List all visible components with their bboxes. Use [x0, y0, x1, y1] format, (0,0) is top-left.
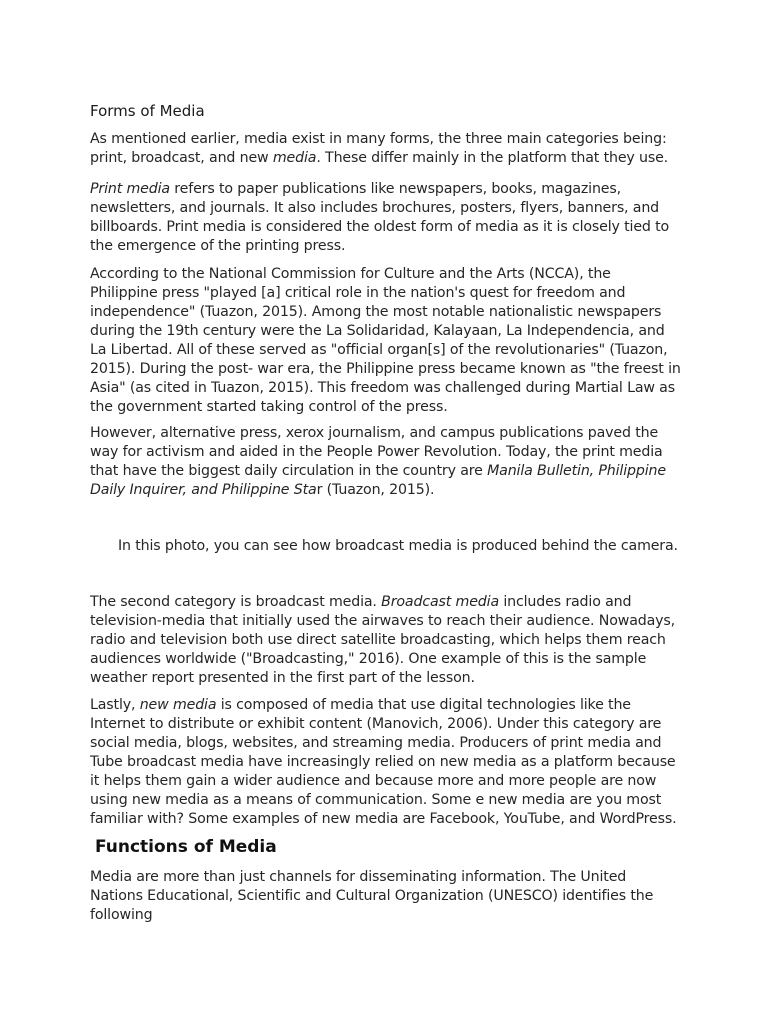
paragraph-intro: As mentioned earlier, media exist in many forms, the three main categories being: print, broadcast, and new media. These differ mainly in the platform that they use.	[90, 131, 669, 166]
paragraph-new-media: Lastly, new media is composed of media that use digital technologies like the Internet to distribute or exhibit content (Manovich, 2006). Under this category are social media, blogs, websites, and streaming media. Producers of print media and Tube broadcast media have increasingly relied on new media as a platform because it helps them gain a wider audience and because more and more people are now using new media as a means of communication. Some e new media are you most familiar with? Some examples of new media are Facebook, YouTube, and WordPress.	[90, 697, 677, 827]
functions-of-media-heading: Functions of Media	[95, 837, 277, 857]
photo-caption: In this photo, you can see how broadcast media is produced behind the camera.	[118, 538, 678, 554]
paragraph-broadcast-media: The second category is broadcast media. Broadcast media includes radio and television-media that initially used the airwaves to reach their audience. Nowadays, radio and television both use direct satellite broadcasting, which helps them reach audiences worldwide ("Broadcasting," 2016). One example of this is the sample weather report presented in the first part of the lesson.	[90, 594, 675, 686]
paragraph-ncca: According to the National Commission for Culture and the Arts (NCCA), the Philippine press "played [a] critical role in the nation's quest for freedom and independence" (Tuazon, 2015). Among the most notable nationalistic newspapers during the 19th century were the La Solidaridad, Kalayaan, La Independencia, and La Libertad. All of these served as "official organ[s] of the revolutionaries" (Tuazon, 2015). During the post- war era, the Philippine press became known as "the freest in Asia" (as cited in Tuazon, 2015). This freedom was challenged during Martial Law as the government started taking control of the press.	[90, 266, 681, 415]
forms-of-media-heading: Forms of Media	[90, 102, 205, 120]
paragraph-print-media: Print media refers to paper publications like newspapers, books, magazines, newsletters, and journals. It also includes brochures, posters, flyers, banners, and billboards. Print media is considered the oldest form of media as it is closely tied to the emergence of the printing press.	[90, 181, 670, 254]
paragraph-alternative-press: However, alternative press, xerox journalism, and campus publications paved the way for activism and aided in the People Power Revolution. Today, the print media that have the biggest daily circulation in the country are Manila Bulletin, Philippine Daily Inquirer, and Philippine Star (Tuazon, 2015).	[90, 425, 666, 498]
paragraph-functions: Media are more than just channels for disseminating information. The United Nations Educational, Scientific and Cultural Organization (UNESCO) identifies the following	[90, 869, 654, 923]
